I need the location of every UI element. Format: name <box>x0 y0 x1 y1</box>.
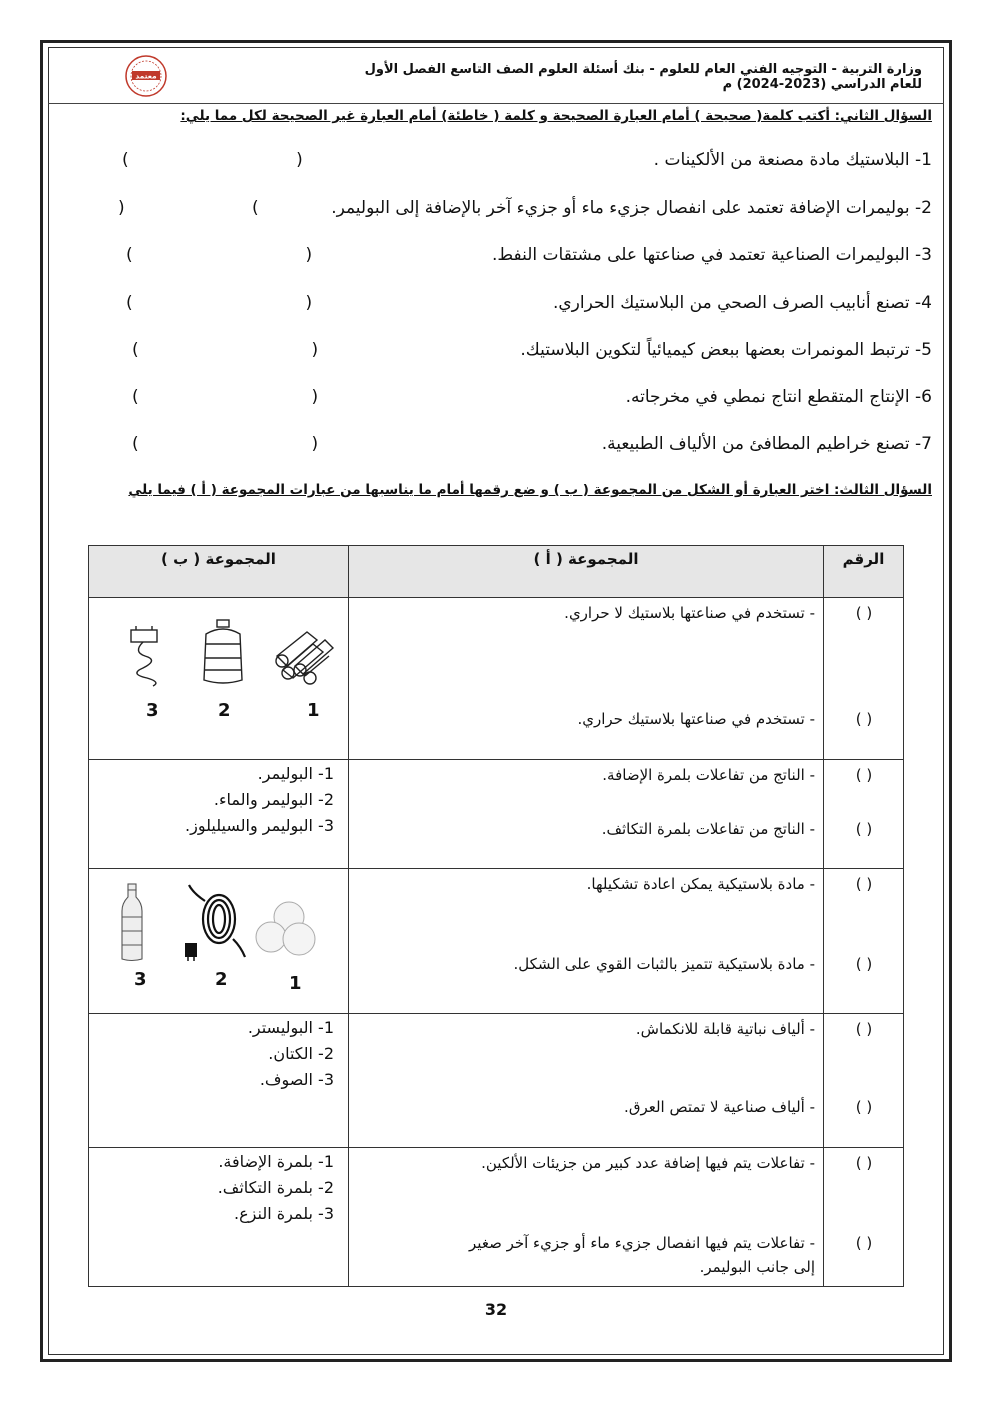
col-number-header: الرقم <box>824 546 904 598</box>
group-a-item: - تفاعلات يتم فيها إضافة عدد كبير من جزيئات الألكين. <box>481 1154 815 1172</box>
matching-table <box>88 545 904 1287</box>
answer-slot[interactable]: ( ) <box>855 820 873 838</box>
answer-slot[interactable]: ( ) <box>855 1154 873 1172</box>
q2-statement-7: 7- تصنع خراطيم المطافئ من الألياف الطبيعية. <box>601 434 932 454</box>
cotton-balls-icon <box>253 899 319 959</box>
image-number: 3 <box>146 700 159 721</box>
q2-answer-2[interactable]: ) <box>118 198 125 218</box>
table-row <box>89 1148 904 1287</box>
group-a-item: - الناتج من تفاعلات بلمرة الإضافة. <box>602 766 815 784</box>
group-a-item: - تستخدم في صناعتها بلاستيك لا حراري. <box>564 604 815 622</box>
group-b-item: 3- بلمرة النزع. <box>234 1204 334 1223</box>
group-a-item: - مادة بلاستيكية تتميز بالثبات القوي على الشكل. <box>513 955 815 973</box>
q2-statement-2: 2- بوليمرات الإضافة تعتمد على انفصال جزيء ماء أو جزيء آخر بالإضافة إلى البوليمر. <box>331 198 932 218</box>
q2-statement-4: 4- تصنع أنابيب الصرف الصحي من البلاستيك الحراري. <box>552 293 932 313</box>
answer-slot[interactable]: ( ) <box>855 1234 873 1252</box>
table-row <box>89 760 904 869</box>
table-row <box>89 869 904 1014</box>
group-b-item: 1- البوليستر. <box>247 1018 334 1037</box>
group-a-item: - ألياف صناعية لا تمتص العرق. <box>624 1098 815 1116</box>
seal-logo <box>124 54 168 98</box>
group-b-item: 3- البوليمر والسيليلوز. <box>185 816 334 835</box>
q2-statement-1: 1- البلاستيك مادة مصنعة من الألكينات . <box>653 150 932 170</box>
image-number: 1 <box>289 973 302 994</box>
group-b-item: 2- الكتان. <box>268 1044 334 1063</box>
image-number: 1 <box>307 700 320 721</box>
table-row <box>89 598 904 760</box>
group-a-item: - الناتج من تفاعلات بلمرة التكاثف. <box>601 820 815 838</box>
group-b-item: 3- الصوف. <box>259 1070 334 1089</box>
question-3-heading: السؤال الثالث: اختر العبارة أو الشكل من المجموعة ( ب ) و ضع رقمها أمام ما يناسبها من عبارات المجموعة ( أ ) فيما يلي <box>128 482 932 498</box>
image-number: 2 <box>218 700 231 721</box>
col-a-header: المجموعة ( أ ) <box>349 546 824 598</box>
group-a-item: إلى جانب البوليمر. <box>699 1258 815 1276</box>
q2-answer-7[interactable]: ( ) <box>132 434 319 454</box>
q2-answer-5[interactable]: ( ) <box>132 340 319 360</box>
group-a-item: - تفاعلات يتم فيها انفصال جزيء ماء أو جزيء آخر صغير <box>469 1234 815 1252</box>
svg-text:معتمد: معتمد <box>135 71 157 81</box>
group-a-item: - مادة بلاستيكية يمكن اعادة تشكيلها. <box>586 875 815 893</box>
q2-statement-5: 5- ترتبط المونمرات بعضها ببعض كيميائياً لتكوين البلاستيك. <box>520 340 932 360</box>
page-number: 32 <box>484 1300 508 1319</box>
group-a-item: - تستخدم في صناعتها بلاستيك حراري. <box>577 710 815 728</box>
group-b-item: 2- بلمرة التكاثف. <box>217 1178 334 1197</box>
q2-answer-3[interactable]: ( ) <box>126 245 313 265</box>
answer-slot[interactable]: ( ) <box>855 710 873 728</box>
answer-slot[interactable]: ( ) <box>855 955 873 973</box>
table-header-row <box>89 546 904 598</box>
wood-logs-icon <box>269 626 335 686</box>
plastic-bottle-icon <box>119 883 145 963</box>
q2-answer-1[interactable]: ( ) <box>122 150 303 170</box>
col-b-header: المجموعة ( ب ) <box>89 546 349 598</box>
question-2-heading: السؤال الثاني: أكتب كلمة( صحيحة ) أمام العبارة الصحيحة و كلمة ( خاطئة) أمام العبارة غير الصحيحة لكل مما يلي: <box>180 108 932 124</box>
page-header: وزارة التربية - التوجيه الفني العام للعلوم - بنك أسئلة العلوم الصف التاسع الفصل الأول للعام الدراسي (2023-2024) م <box>364 62 922 92</box>
group-b-item: 1- البوليمر. <box>257 764 334 783</box>
answer-slot[interactable]: ( ) <box>855 1020 873 1038</box>
group-b-item: 1- بلمرة الإضافة. <box>218 1152 334 1171</box>
water-jug-icon <box>198 618 248 688</box>
q2-statement-6: 6- الإنتاج المتقطع انتاج نمطي في مخرجاته. <box>625 387 932 407</box>
q2-answer-6[interactable]: ( ) <box>132 387 319 407</box>
group-b-item: 2- البوليمر والماء. <box>213 790 334 809</box>
answer-slot[interactable]: ( ) <box>855 604 873 622</box>
answer-slot[interactable]: ( ) <box>855 1098 873 1116</box>
answer-slot[interactable]: ( ) <box>855 766 873 784</box>
plug-cable-icon <box>183 883 249 961</box>
table-row <box>89 1014 904 1148</box>
q2-answer-2-open: ( <box>252 198 259 218</box>
q2-statement-3: 3- البوليمرات الصناعية تعتمد في صناعتها على مشتقات النفط. <box>491 245 932 265</box>
group-a-item: - ألياف نباتية قابلة للانكماش. <box>635 1020 815 1038</box>
header-divider <box>48 103 944 104</box>
image-number: 3 <box>134 969 147 990</box>
q2-answer-4[interactable]: ( ) <box>126 293 313 313</box>
answer-slot[interactable]: ( ) <box>855 875 873 893</box>
electric-cable-icon <box>123 626 171 688</box>
image-number: 2 <box>215 969 228 990</box>
